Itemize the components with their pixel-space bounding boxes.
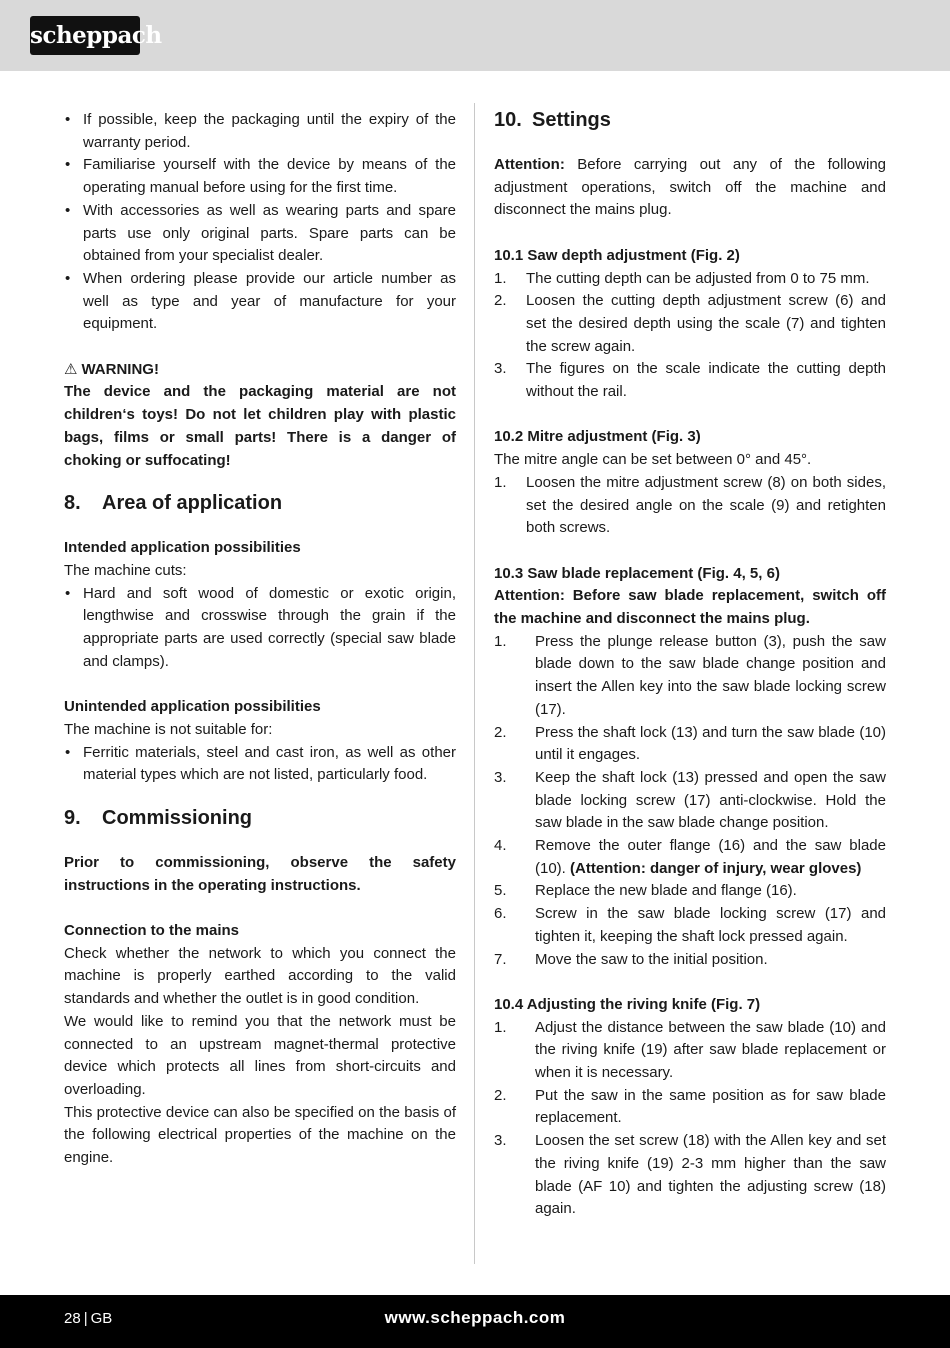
blade-steps [494,631,886,972]
list-item: • With accessories as well as wearing parts and spare parts use only original parts. Spare parts can be obtained from your specialist dealer. [64,200,456,268]
section-8-heading: 8. Area of application [64,492,283,515]
unintended-intro: The machine is not suitable for: [64,720,273,738]
section-10-4-heading: 10.4 Adjusting the riving knife (Fig. 7) [494,995,761,1013]
list-item: 4. Remove the outer flange (16) and the saw blade (10). (Attention: danger of injury, wear gloves) [494,837,886,877]
intended-intro: The machine cuts: [64,561,187,579]
section-10-3-heading: 10.3 Saw blade replacement (Fig. 4, 5, 6) [494,564,780,582]
column-divider [474,103,475,1264]
settings-attention: Attention: Before carrying out any of the following adjustment operations, switch off the machine and disconnect the mains plug. [494,156,886,219]
list-item: 7. Move the saw to the initial position. [494,950,768,968]
section-10-2-heading: 10.2 Mitre adjustment (Fig. 3) [494,428,701,446]
mains-paragraph-3: This protective device can also be specified on the basis of the following electrical properties of the machine on the engine. [64,1103,456,1167]
list-item: • If possible, keep the packaging until the expiry of the warranty period. [64,109,456,154]
list-item: • Hard and soft wood of domestic or exotic origin, lengthwise and crosswise through the grain if the appropriate parts are used correctly (special saw blade and clamps). [64,583,456,674]
website-link[interactable]: www.scheppach.com [384,1308,566,1327]
list-item: 3. Keep the shaft lock (13) pressed and open the saw blade locking screw (17) anti-clockwise. Hold the saw blade in the saw blade change position. [494,768,886,832]
unintended-list [64,742,456,787]
scheppach-logo: scheppach [30,16,140,55]
list-item: 1. Press the plunge release button (3), push the saw blade down to the saw blade change position and insert the Allen key into the saw blade locking screw (17). [494,632,886,718]
intended-list [64,583,456,674]
section-10-1-heading: 10.1 Saw depth adjustment (Fig. 2) [494,246,740,264]
warning-text: The device and the packaging material are not children‘s toys! Do not let children play with plastic bags, films or small parts! There is a danger of choking or suffocating! [64,383,456,469]
warning-triangle-icon: ⚠ [64,360,78,378]
section-9-heading: 9. Commissioning [64,806,253,829]
intended-heading: Intended application possibilities [64,539,301,557]
mitre-intro: The mitre angle can be set between 0° and 45°. [494,451,812,469]
blade-attention: Attention: Before saw blade replacement, switch off the machine and disconnect the mains plug. [494,587,886,628]
riving-knife-steps [494,1017,886,1221]
list-item: 3. The figures on the scale indicate the cutting depth without the rail. [494,360,886,401]
page-number: 28 | GB [64,1310,113,1327]
list-item: • Familiarise yourself with the device by means of the operating manual before using for the first time. [64,154,456,199]
warning-heading: ⚠ WARNING! [64,359,456,382]
list-item: 2. Put the saw in the same position as for saw blade replacement. [494,1086,886,1127]
depth-steps [494,268,886,404]
list-item: 1. The cutting depth can be adjusted from 0 to 75 mm. [494,269,870,287]
packaging-bullet-list [64,109,456,336]
list-item: 1. Loosen the mitre adjustment screw (8) on both sides, set the desired angle on the scale (9) and retighten both screws. [494,473,886,537]
right-column [494,109,886,1221]
left-column [64,109,456,1170]
mains-heading: Connection to the mains [64,922,240,940]
commissioning-prior: Prior to commissioning, observe the safety instructions in the operating instructions. [64,853,456,894]
mitre-steps [494,472,886,540]
list-item: • When ordering please provide our article number as well as type and year of manufacture for your equipment. [64,268,456,336]
section-10-heading: 10. Settings [494,109,611,131]
page-footer [0,1295,950,1348]
list-item: 2. Press the shaft lock (13) and turn the saw blade (10) until it engages. [494,723,886,764]
list-item: 1. Adjust the distance between the saw blade (10) and the riving knife (19) after saw blade replacement or when it is necessary. [494,1018,886,1082]
list-item: 3. Loosen the set screw (18) with the Allen key and set the riving knife (19) 2-3 mm higher than the saw blade (AF 10) and tighten the adjusting screw (18) again. [494,1132,886,1218]
list-item: 2. Loosen the cutting depth adjustment screw (6) and set the desired depth using the scale (7) and tighten the screw again. [494,292,886,355]
unintended-heading: Unintended application possibilities [64,698,321,716]
mains-paragraph-2: We would like to remind you that the network must be connected to an upstream magnet-thermal protective device which protects all lines from short-circuits and overloading. [64,1012,456,1098]
list-item: 6. Screw in the saw blade locking screw (17) and tighten it, keeping the shaft lock pressed again. [494,905,886,945]
list-item: 5. Replace the new blade and flange (16). [494,882,797,900]
mains-paragraph-1: Check whether the network to which you connect the machine is properly earthed according to the valid standards and whether the outlet is in good condition. [64,944,456,1008]
page-header [0,0,950,71]
list-item: • Ferritic materials, steel and cast iron, as well as other material types which are not listed, particularly food. [64,742,456,787]
